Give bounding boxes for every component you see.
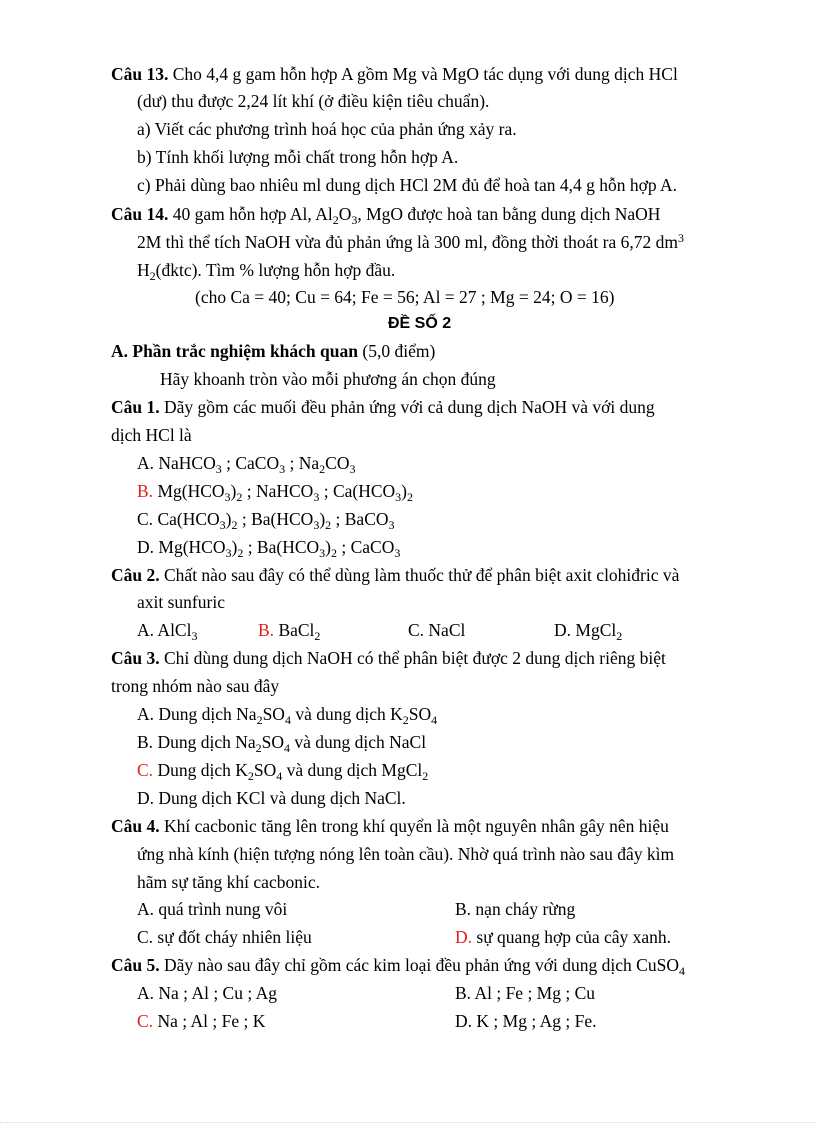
correct-answer-marker: B.: [258, 620, 275, 640]
q13-text1: Cho 4,4 g gam hỗn hợp A gồm Mg và MgO tác dụng với dung dịch HCl: [172, 64, 678, 84]
q3-option-c: C. Dung dịch $K_2SO_4$ và dung dịch MgCl$_2$: [137, 760, 429, 783]
section-a-instruction: Hãy khoanh tròn vào mỗi phương án chọn đúng: [160, 369, 496, 389]
q13-line2: (dư) thu được 2,24 lít khí (ở điều kiện tiêu chuẩn).: [137, 91, 490, 111]
q2-line2: axit sunfuric: [137, 592, 225, 612]
q3-line1: Câu 3. Chỉ dùng dung dịch NaOH có thể phân biệt được 2 dung dịch riêng biệt: [111, 648, 666, 668]
q2-line1: Câu 2. Chất nào sau đây có thể dùng làm thuốc thử để phân biệt axit clohiđric và: [111, 565, 680, 585]
q1-option-a: A. NaHCO$_3$ ; CaCO$_3$ ; $Na_2CO_3$: [137, 453, 356, 476]
q13-part-b: b) Tính khối lượng mỗi chất trong hỗn hợp A.: [137, 147, 459, 167]
q5-line1: Câu 5. Dãy nào sau đây chỉ gồm các kim loại đều phản ứng với dung dịch CuSO$_4$: [111, 955, 685, 978]
q3-option-b: B. Dung dịch $Na_2SO_4$ và dung dịch NaCl: [137, 732, 427, 755]
q4-option-d: D. sự quang hợp của cây xanh.: [455, 927, 672, 947]
q4-line1: Câu 4. Khí cacbonic tăng lên trong khí quyển là một nguyên nhân gây nên hiệu: [111, 816, 669, 836]
q5-option-c: C. Na ; Al ; Fe ; K: [137, 1011, 266, 1031]
section-a-heading: A. Phần trắc nghiệm khách quan (5,0 điểm): [111, 341, 436, 361]
q14-label: Câu 14.: [111, 204, 169, 224]
q2-option-a: A. AlCl$_3$: [137, 620, 198, 643]
q1-option-d: D. $Mg(HCO_3)_2$ ; $Ba(HCO_3)_2$ ; CaCO$_3$: [137, 537, 401, 560]
q5-label: Câu 5.: [111, 955, 160, 975]
q13-part-a: a) Viết các phương trình hoá học của phản ứng xảy ra.: [137, 119, 517, 139]
q5-option-d: D. K ; Mg ; Ag ; Fe.: [455, 1011, 597, 1031]
q1-line2: dịch HCl là: [111, 425, 192, 445]
q3-option-d: D. Dung dịch KCl và dung dịch NaCl.: [137, 788, 406, 808]
q4-line2: ứng nhà kính (hiện tượng nóng lên toàn cầu). Nhờ quá trình nào sau đây kìm: [137, 844, 675, 864]
q4-option-b: B. nạn cháy rừng: [455, 899, 576, 919]
q14-line3: $H_2(đktc)$. Tìm % lượng hỗn hợp đầu.: [137, 260, 396, 283]
q13-label: Câu 13.: [111, 64, 169, 84]
q2-option-c: C. NaCl: [408, 620, 466, 640]
q14-line2: 2M thì thể tích NaOH vừa đủ phản ứng là 300 ml, đồng thời thoát ra 6,72 $dm^3$: [137, 231, 684, 252]
correct-answer-marker: B.: [137, 481, 154, 501]
q1-option-c: C. $Ca(HCO_3)_2$ ; $Ba(HCO_3)_2$ ; BaCO$_3$: [137, 509, 395, 532]
q13-part-c: c) Phải dùng bao nhiêu ml dung dịch HCl 2M đủ để hoà tan 4,4 g hỗn hợp A.: [137, 175, 678, 195]
correct-answer-marker: C.: [137, 760, 154, 780]
exam-title: ĐỀ SỐ 2: [388, 315, 452, 332]
q2-label: Câu 2.: [111, 565, 160, 585]
q4-option-a: A. quá trình nung vôi: [137, 899, 288, 919]
q3-line2: trong nhóm nào sau đây: [111, 676, 280, 696]
q1-option-b: B. $Mg(HCO_3)_2$ ; NaHCO$_3$ ; $Ca(HCO_3)_2$: [137, 481, 413, 504]
correct-answer-marker: D.: [455, 927, 473, 947]
correct-answer-marker: C.: [137, 1011, 154, 1031]
q4-line3: hãm sự tăng khí cacbonic.: [137, 872, 320, 892]
q5-option-b: B. Al ; Fe ; Mg ; Cu: [455, 983, 596, 1003]
q13-line1: [111, 62, 678, 86]
q4-option-c: C. sự đốt cháy nhiên liệu: [137, 927, 312, 947]
q3-option-a: A. Dung dịch $Na_2SO_4$ và dung dịch $K_2SO_4$: [137, 704, 438, 727]
q1-line1: Câu 1. Dãy gồm các muối đều phản ứng với cả dung dịch NaOH và với dung: [111, 397, 655, 417]
q14-line1: Câu 14. 40 gam hỗn hợp Al, $Al_2O_3$, MgO được hoà tan bằng dung dịch NaOH: [111, 204, 661, 227]
q5-option-a: A. Na ; Al ; Cu ; Ag: [137, 983, 278, 1003]
q3-label: Câu 3.: [111, 648, 160, 668]
q1-label: Câu 1.: [111, 397, 160, 417]
q2-option-d: D. MgCl$_2$: [554, 620, 623, 643]
atomic-masses: (cho Ca = 40; Cu = 64; Fe = 56; Al = 27 ; Mg = 24; O = 16): [195, 287, 615, 307]
q2-option-b: B. BaCl$_2$: [258, 620, 321, 643]
q4-label: Câu 4.: [111, 816, 160, 836]
